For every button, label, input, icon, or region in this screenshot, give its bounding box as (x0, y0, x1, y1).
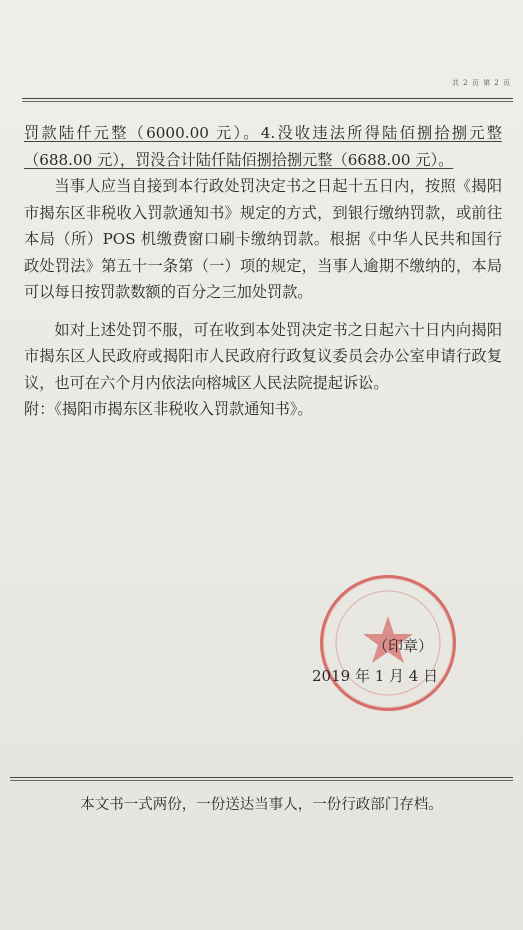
document-body (24, 120, 502, 423)
penalty-text: 罚款陆仟元整（6000.00 元）。4.没收违法所得陆佰捌拾捌元整（688.00 元），罚没合计陆仟陆佰捌拾捌元整（6688.00 元）。 (24, 124, 502, 169)
header-divider-secondary (22, 101, 513, 102)
issue-date: 2019 年 1 月 4 日 (312, 667, 439, 685)
page-number: 共 2 页 第 2 页 (451, 79, 511, 87)
payment-paragraph: 当事人应当自接到本行政处罚决定书之日起十五日内，按照《揭阳市揭东区非税收入罚款通知书》规定的方式，到银行缴纳罚款，或前往本局（所）POS 机缴费窗口刷卡缴纳罚款。根据《中华人民共和国行政处罚法》第五十一条第（一）项的规定，当事人逾期不缴纳的，本局可以每日按罚款数额的百分之三加处罚款。 (24, 177, 502, 301)
header-divider (22, 98, 513, 99)
footer-divider-secondary (10, 780, 513, 781)
footer-note: 本文书一式两份，一份送达当事人，一份行政部门存档。 (80, 797, 443, 813)
attachment-line: 附：《揭阳市揭东区非税收入罚款通知书》。 (24, 400, 313, 418)
seal-label: （印章） (373, 637, 434, 655)
footer-divider (10, 777, 513, 778)
penalty-paragraph (24, 120, 502, 173)
appeal-paragraph: 如对上述处罚不服，可在收到本处罚决定书之日起六十日内向揭阳市揭东区人民政府或揭阳市人民政府行政复议委员会办公室申请行政复议，也可在六个月内依法向榕城区人民法院提起诉讼。 (24, 320, 502, 392)
signature-block (300, 575, 470, 725)
